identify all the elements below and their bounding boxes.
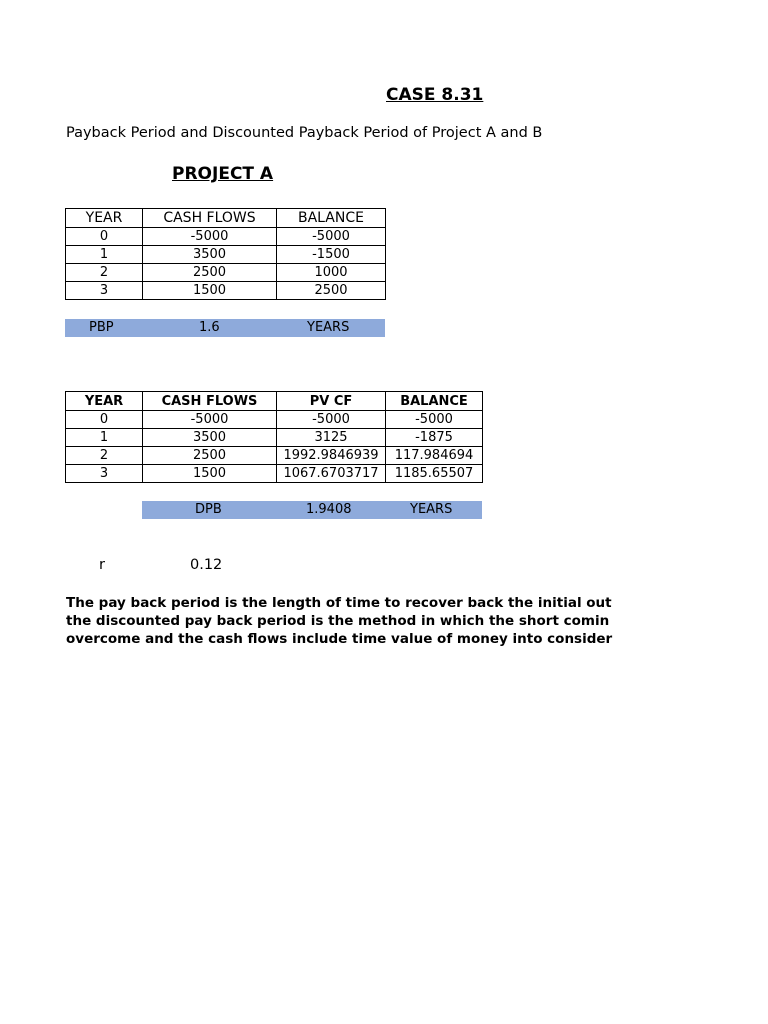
cell-pv-cf: 1067.6703717 xyxy=(277,465,386,483)
cell-pv-cf: 1992.9846939 xyxy=(277,447,386,465)
cell-year: 2 xyxy=(66,264,143,282)
dpb-result-band xyxy=(142,501,482,519)
pbp-result-band xyxy=(65,319,385,337)
explanation-line: the discounted pay back period is the method in which the short comin xyxy=(66,613,610,629)
cell-cash-flow: 2500 xyxy=(143,264,277,282)
table-row xyxy=(66,465,483,483)
cell-balance: -5000 xyxy=(386,411,483,429)
cell-year: 3 xyxy=(66,465,143,483)
cell-year: 2 xyxy=(66,447,143,465)
header-year: YEAR xyxy=(66,209,143,228)
cell-balance: 117.984694 xyxy=(386,447,483,465)
cell-balance: 1000 xyxy=(277,264,386,282)
header-pv-cf: PV CF xyxy=(277,392,386,411)
explanation-text xyxy=(66,594,638,648)
rate-label: r xyxy=(99,557,105,573)
pbp-label: PBP xyxy=(89,320,114,335)
dpb-unit: YEARS xyxy=(410,502,453,517)
pbp-value: 1.6 xyxy=(199,320,220,335)
rate-value: 0.12 xyxy=(190,557,223,573)
cell-cash-flow: 2500 xyxy=(143,447,277,465)
dpb-label: DPB xyxy=(195,502,222,517)
table-row xyxy=(66,411,483,429)
header-year: YEAR xyxy=(66,392,143,411)
table-row xyxy=(66,246,386,264)
cell-cash-flow: 1500 xyxy=(143,465,277,483)
cell-cash-flow: 3500 xyxy=(143,429,277,447)
cell-balance: 1185.65507 xyxy=(386,465,483,483)
header-balance: BALANCE xyxy=(386,392,483,411)
table-row xyxy=(66,447,483,465)
table-row xyxy=(66,228,386,246)
cell-cash-flow: 3500 xyxy=(143,246,277,264)
table-header-row xyxy=(66,209,386,228)
cell-year: 0 xyxy=(66,228,143,246)
header-cash-flows: CASH FLOWS xyxy=(143,209,277,228)
table-row xyxy=(66,282,386,300)
header-balance: BALANCE xyxy=(277,209,386,228)
discounted-payback-table xyxy=(65,391,483,483)
payback-table xyxy=(65,208,386,300)
table-header-row xyxy=(66,392,483,411)
cell-balance: -1875 xyxy=(386,429,483,447)
cell-balance: -1500 xyxy=(277,246,386,264)
cell-year: 1 xyxy=(66,246,143,264)
pbp-unit: YEARS xyxy=(307,320,350,335)
cell-cash-flow: -5000 xyxy=(143,411,277,429)
cell-year: 1 xyxy=(66,429,143,447)
header-cash-flows: CASH FLOWS xyxy=(143,392,277,411)
cell-year: 0 xyxy=(66,411,143,429)
dpb-value: 1.9408 xyxy=(306,502,352,517)
project-title: PROJECT A xyxy=(172,164,274,184)
cell-balance: 2500 xyxy=(277,282,386,300)
table-row xyxy=(66,264,386,282)
table-row xyxy=(66,429,483,447)
cell-pv-cf: 3125 xyxy=(277,429,386,447)
cell-year: 3 xyxy=(66,282,143,300)
cell-pv-cf: -5000 xyxy=(277,411,386,429)
explanation-line: overcome and the cash flows include time value of money into consider xyxy=(66,631,613,647)
case-title: CASE 8.31 xyxy=(386,85,484,105)
explanation-line: The pay back period is the length of time to recover back the initial out xyxy=(66,595,612,611)
cell-balance: -5000 xyxy=(277,228,386,246)
document-subtitle: Payback Period and Discounted Payback Period of Project A and B xyxy=(66,125,543,141)
cell-cash-flow: -5000 xyxy=(143,228,277,246)
cell-cash-flow: 1500 xyxy=(143,282,277,300)
